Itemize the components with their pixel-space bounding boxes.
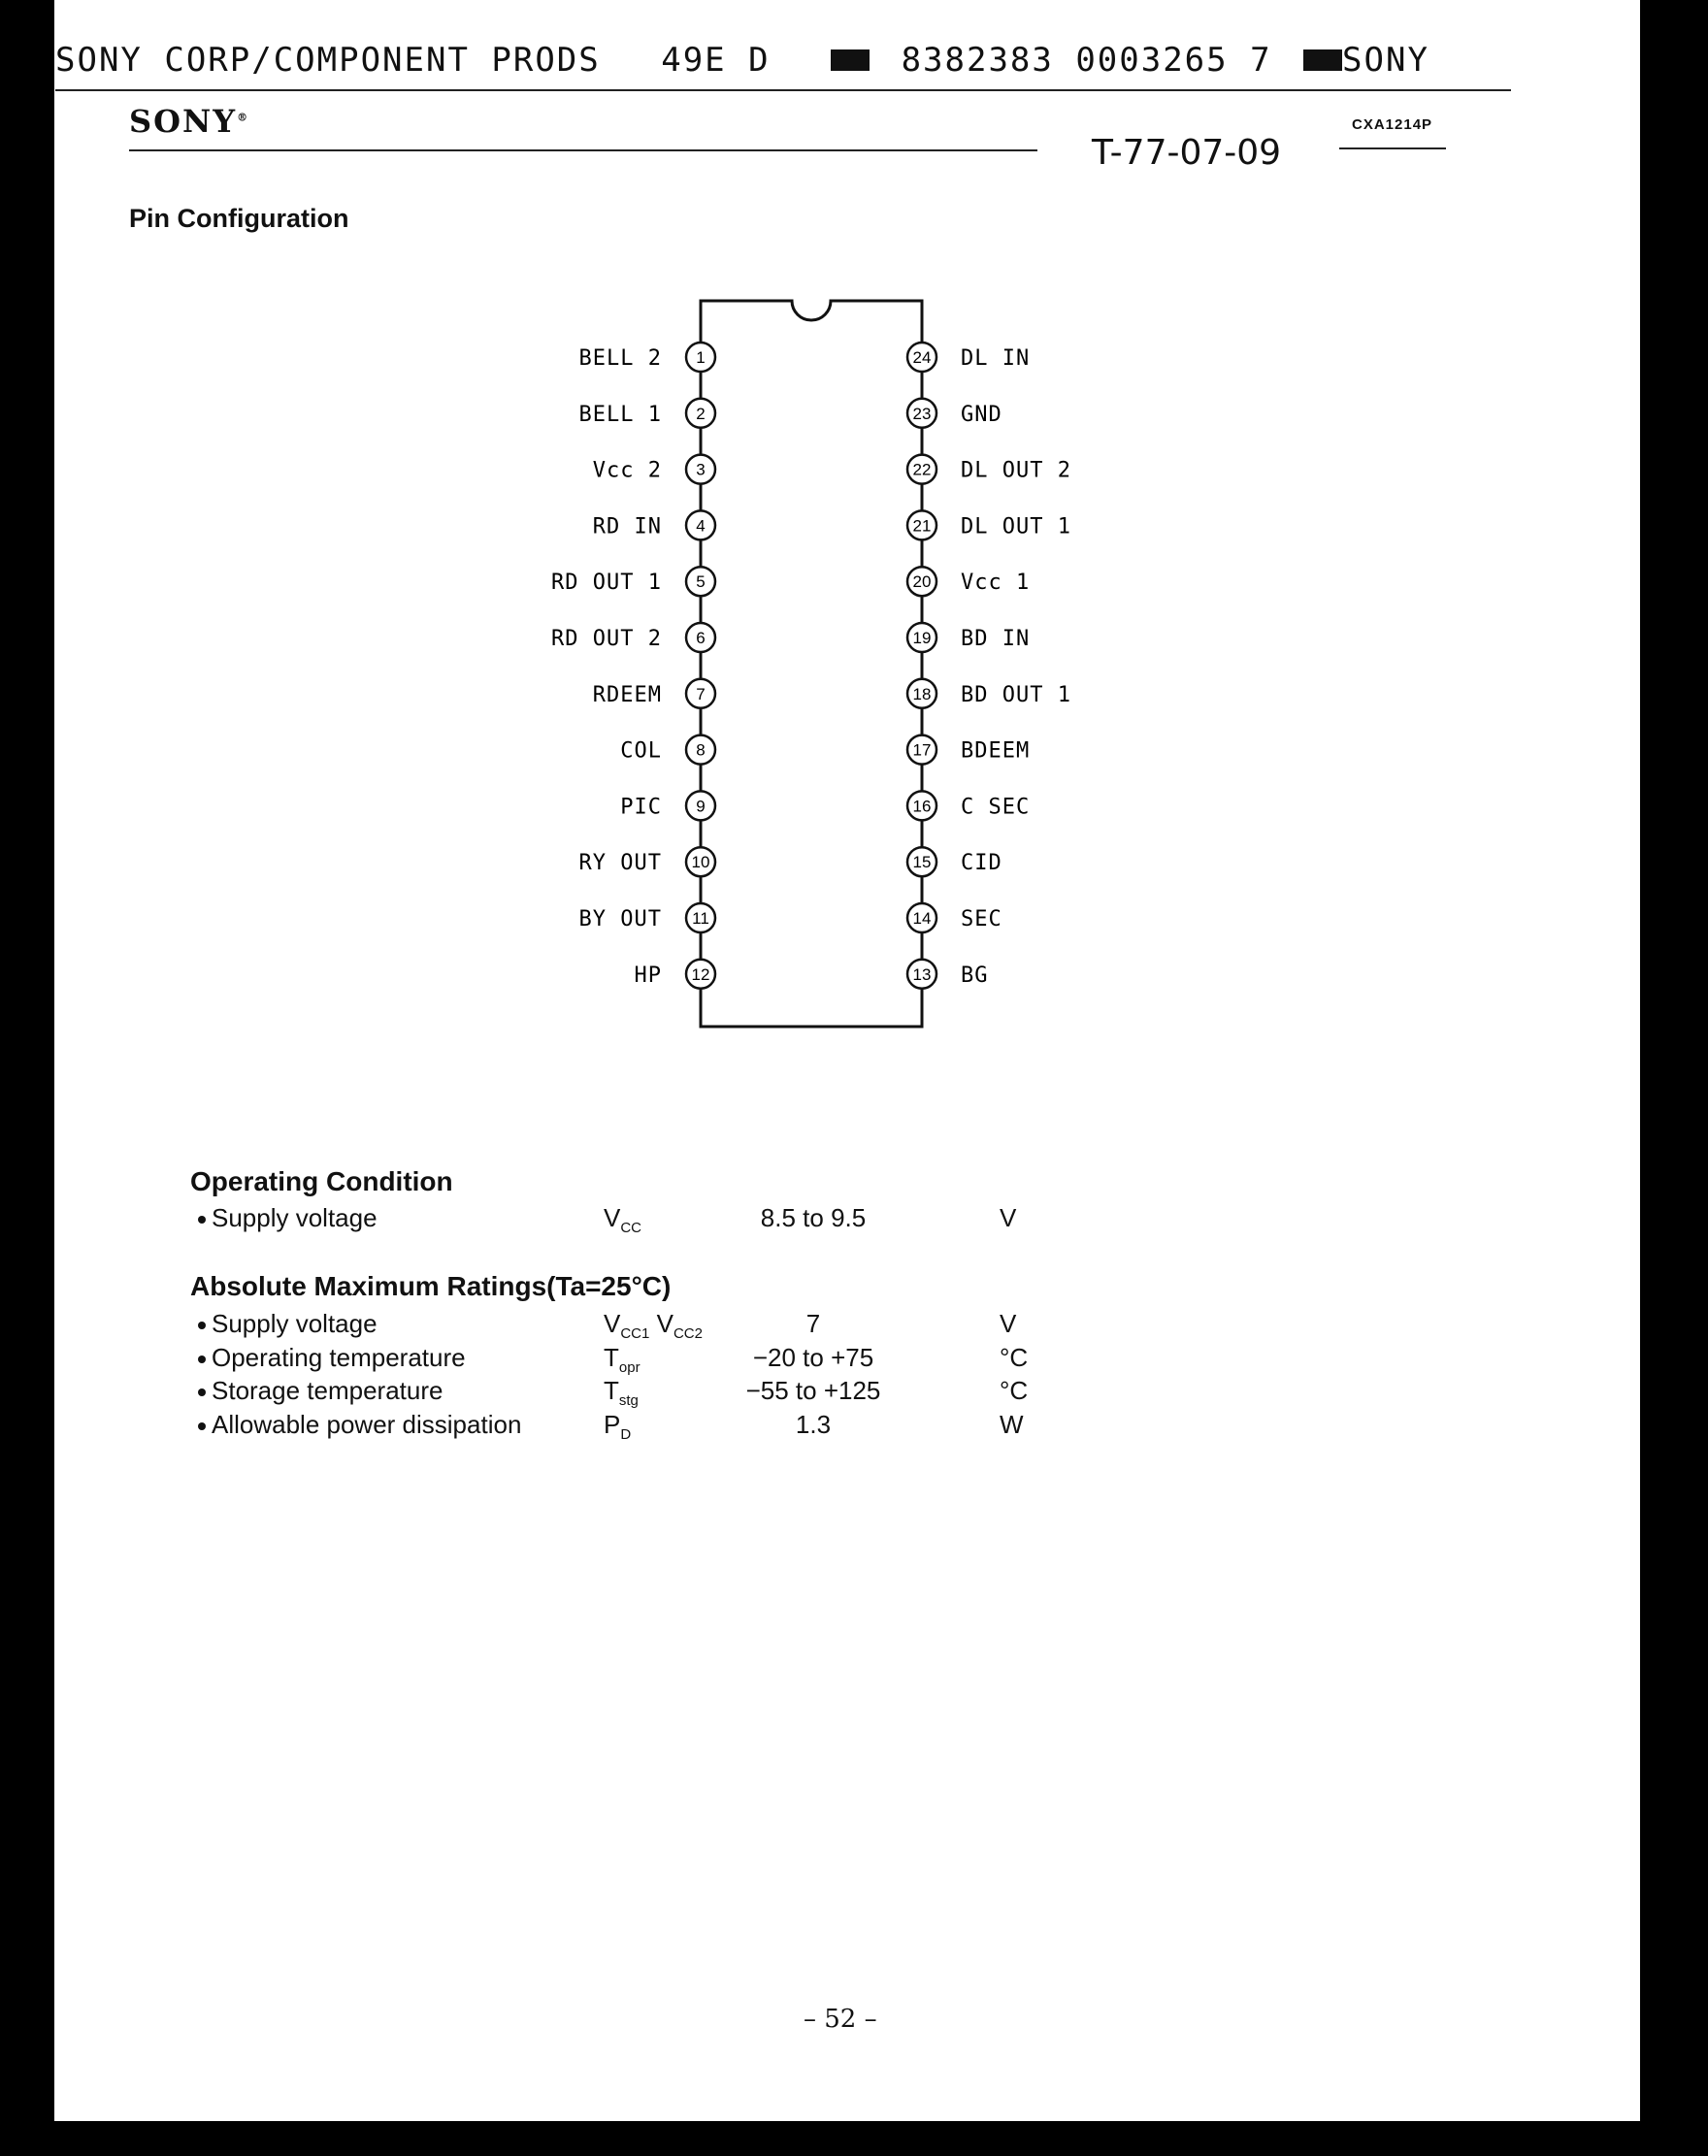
pin-number: 14 — [912, 909, 932, 928]
param-unit: W — [1000, 1409, 1024, 1439]
page-number: – 52 – — [804, 2005, 877, 2034]
pin-config-heading: Pin Configuration — [129, 204, 349, 233]
pin-label: PIC — [620, 795, 662, 820]
pin-number: 19 — [912, 629, 932, 647]
pin-number: 1 — [696, 348, 706, 367]
bullet-icon — [198, 1356, 206, 1363]
pin-label: CID — [961, 851, 1002, 876]
pin-label: RD IN — [592, 514, 662, 539]
pin-number: 6 — [696, 629, 706, 647]
pin-number: 24 — [912, 348, 932, 367]
pin-number: 21 — [912, 516, 932, 536]
param-unit: °C — [1000, 1342, 1029, 1372]
bullet-icon — [198, 1216, 206, 1224]
pin-number: 9 — [696, 797, 706, 816]
pin-label: COL — [620, 738, 662, 764]
param-label: Supply voltage — [198, 1309, 378, 1339]
param-label: Operating temperature — [198, 1343, 466, 1373]
pin-label: DL OUT 1 — [961, 514, 1071, 539]
pin-number: 4 — [696, 516, 706, 536]
param-symbol: $P_D$ — [604, 1409, 632, 1443]
param-value: −20 to +75 — [752, 1342, 874, 1372]
param-unit: °C — [1000, 1376, 1029, 1405]
abs-max-title: Absolute Maximum Ratings(Ta=25°C) — [190, 1271, 672, 1301]
left-pins — [551, 343, 715, 989]
param-label: Storage temperature — [198, 1376, 443, 1406]
pin-label: Vcc 1 — [961, 571, 1031, 596]
param-symbol: $V_{CC}$ — [604, 1203, 642, 1237]
bullet-icon — [198, 1388, 206, 1396]
pin-number: 8 — [696, 740, 706, 760]
param-value: 8.5 to 9.5 — [760, 1203, 867, 1232]
pin-label: DL OUT 2 — [961, 458, 1071, 483]
pin-number: 23 — [912, 404, 932, 423]
pin-label: RD OUT 2 — [551, 627, 662, 651]
param-label: Supply voltage — [198, 1203, 378, 1233]
pin-label: BY OUT — [578, 907, 662, 931]
pin-number: 17 — [912, 740, 932, 760]
pin-number: 15 — [912, 853, 932, 872]
param-symbol: $T_{opr}$ — [604, 1342, 640, 1376]
header-brand-right: SONY — [1342, 40, 1429, 80]
pin-number: 18 — [912, 684, 932, 703]
pin-label: HP — [634, 963, 662, 988]
operating-condition-title: Operating Condition — [190, 1166, 453, 1196]
param-value: 7 — [805, 1309, 821, 1338]
right-pins — [907, 343, 1071, 989]
sony-logo: SONY® — [129, 103, 250, 140]
part-number: CXA1214P — [1352, 116, 1433, 133]
param-unit: V — [1000, 1309, 1017, 1338]
pin-label: BELL 1 — [578, 402, 662, 427]
pin-label: BD OUT 1 — [961, 682, 1071, 707]
pin-number: 7 — [696, 684, 706, 703]
pin-label: GND — [961, 402, 1002, 427]
param-value: 1.3 — [795, 1409, 832, 1439]
pin-label: BG — [961, 963, 989, 988]
pin-label: DL IN — [961, 346, 1031, 371]
pin-label: RDEEM — [592, 682, 662, 707]
param-label: Allowable power dissipation — [198, 1410, 521, 1440]
pin-label: BDEEM — [961, 738, 1031, 764]
pin-label: Vcc 2 — [592, 458, 662, 483]
param-symbol: $V_{CC1}$ $V_{CC2}$ — [604, 1309, 703, 1343]
pin-label: BD IN — [961, 627, 1031, 651]
pin-number: 3 — [696, 460, 706, 479]
pin-label: SEC — [961, 907, 1002, 931]
document-code: T-77-07-09 — [1092, 133, 1282, 173]
ic-package-outline — [701, 301, 922, 1027]
param-unit: V — [1000, 1203, 1017, 1232]
pin-label: RY OUT — [578, 851, 662, 876]
pin-label: RD OUT 1 — [551, 571, 662, 596]
pin-number: 22 — [912, 460, 932, 479]
bullet-icon — [198, 1322, 206, 1329]
param-symbol: $T_{stg}$ — [604, 1376, 639, 1410]
header-company: SONY CORP/COMPONENT PRODS — [55, 40, 601, 80]
pin-label: BELL 2 — [578, 346, 662, 371]
pin-number: 13 — [912, 964, 932, 984]
pin-number: 2 — [696, 404, 706, 423]
bullet-icon — [198, 1422, 206, 1430]
pin-number: 10 — [691, 853, 710, 872]
pin-number: 20 — [912, 572, 932, 592]
pin-number: 11 — [692, 909, 709, 928]
pin-number: 12 — [691, 964, 710, 984]
param-value: −55 to +125 — [745, 1376, 881, 1405]
header-code2: 8382383 0003265 7 — [901, 40, 1272, 80]
pin-label: C SEC — [961, 795, 1031, 820]
registered-mark-icon: ® — [237, 111, 250, 124]
pin-number: 5 — [696, 572, 706, 592]
pin-number: 16 — [912, 797, 932, 816]
header-code1: 49E D — [661, 40, 771, 80]
